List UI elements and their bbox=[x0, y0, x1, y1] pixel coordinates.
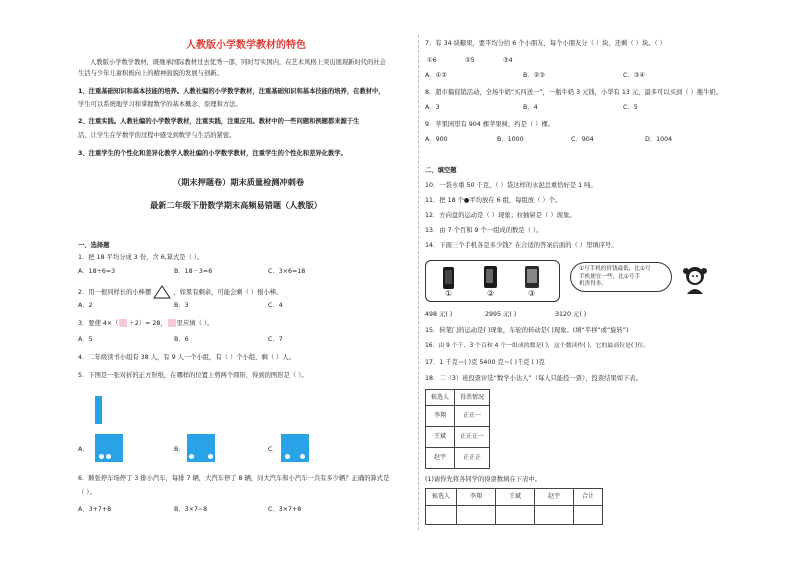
bubble-line-3: 机贵得多。 bbox=[579, 281, 607, 288]
table-row bbox=[426, 448, 490, 469]
question-18-1: (1)请你先将各同学的得票数填在下表中。 bbox=[425, 476, 541, 483]
q1-option-a: A．18÷6=3 bbox=[78, 268, 116, 275]
q1-option-c: C．3×6=18 bbox=[268, 268, 306, 275]
exam-title-2: 最新二年级下册数学期末高频易错题（人教版） bbox=[150, 200, 322, 210]
q3-option-c: C．7 bbox=[268, 336, 283, 343]
blank-box-icon bbox=[119, 319, 127, 327]
phone-2-label: ② bbox=[487, 289, 495, 298]
bubble-line-2: 手机便宜一些，比①号手 bbox=[579, 273, 640, 280]
q3-option-a: A．5 bbox=[78, 336, 93, 343]
phone-3-icon bbox=[525, 266, 539, 288]
table-cell: 正正正 bbox=[455, 448, 490, 469]
table-cell bbox=[535, 506, 574, 525]
circle-hole-icon bbox=[208, 454, 213, 459]
q6-tail: （ ）。 bbox=[78, 489, 96, 496]
table-header-cell: 赵宇 bbox=[535, 489, 574, 506]
table-cell bbox=[457, 506, 496, 525]
triangle-icon bbox=[153, 285, 171, 299]
table-cell: 赵宇 bbox=[426, 448, 455, 469]
table-header-cell: 得票情况 bbox=[455, 390, 490, 406]
table-header-cell: 王斌 bbox=[496, 489, 535, 506]
phone-1-icon bbox=[443, 267, 454, 289]
table-row bbox=[426, 427, 490, 448]
q9-option-b: B．1000 bbox=[497, 136, 524, 143]
table-cell: 李翔 bbox=[426, 406, 455, 427]
price-2: 2995 元( ) bbox=[485, 311, 517, 318]
question-18: 18．二（3）班投票评选“数学小达人”（每人只能投一票），投票结果如下表。 bbox=[425, 375, 642, 382]
intro-title: 人教版小学数学教材的特色 bbox=[186, 40, 306, 51]
question-14: 14．下面三个手机各是多少钱？在合适的答案后面的（ ）里填序号。 bbox=[425, 242, 618, 249]
price-1: 498 元( ) bbox=[425, 311, 453, 318]
question-9: 9．苹果园里有 904 棵苹果树，约是（ ）棵。 bbox=[425, 121, 555, 128]
vote-tally-table bbox=[425, 389, 490, 469]
q9-option-a: A．900 bbox=[425, 136, 448, 143]
girl-character-icon bbox=[680, 264, 710, 296]
q7-choice-2: ②5 bbox=[465, 57, 475, 64]
bubble-line-1: ①号手机的价钱最低，比①号 bbox=[579, 266, 651, 272]
q7-option-b: B．②③ bbox=[523, 72, 545, 79]
question-3 bbox=[78, 319, 213, 328]
point-2-line-1: 2、注重实践。人教社编的小学数学教材，注重实践，注重应用。教材中的一些问题和例题都来源于生 bbox=[78, 118, 360, 125]
question-8: 8．超市搞促销活动，全场牛奶“买四送一”，一瓶牛奶 3 元钱，小华有 13 元，最多可以买到（ ）瓶牛奶。 bbox=[425, 89, 723, 96]
hint-speech-bubble bbox=[570, 262, 672, 292]
point-3: 3、注重学生的个性化和差异化教学人教社编的小学数学教材，注重学生的个性化和差异化教学。 bbox=[78, 150, 347, 157]
blank-box-icon bbox=[168, 319, 176, 327]
q9-option-c: C．904 bbox=[571, 136, 594, 143]
intro-line-1: 人教版小学数学教材，既继承国际教材过去优秀一部，同时写实国内，在艺术风格上突出展现新时代的社会 bbox=[90, 59, 386, 66]
q7-option-c: C．③④ bbox=[623, 72, 645, 79]
point-1-line-1: 1、注重基础知识和基本技能的培养。人教社编的小学数学教材，注重基础知识和基本技能的培养，在教材中， bbox=[78, 88, 385, 95]
table-row bbox=[426, 506, 603, 525]
table-cell: 正正一 bbox=[455, 406, 490, 427]
table-header-cell: 李翔 bbox=[457, 489, 496, 506]
page-divider bbox=[418, 35, 419, 530]
q6-option-b: B．3×7−8 bbox=[174, 506, 208, 513]
folded-paper-figure bbox=[95, 396, 102, 424]
table-row bbox=[426, 489, 603, 506]
vote-count-table bbox=[425, 488, 603, 525]
q5-figure-b bbox=[187, 434, 215, 462]
phone-3-label: ③ bbox=[528, 289, 536, 298]
section-1-heading: 一、选择题 bbox=[78, 242, 110, 249]
table-cell bbox=[426, 506, 457, 525]
q7-option-a: A．①② bbox=[425, 72, 447, 79]
q3-post: 里应填（ ）。 bbox=[176, 320, 214, 327]
table-cell: 正正正一 bbox=[455, 427, 490, 448]
question-11: 11．把 18 个●平均放在 6 组，每组放（ ）个。 bbox=[425, 197, 562, 204]
intro-line-2: 生活与少年儿童积极向上的精神面貌的发展与创新。 bbox=[78, 70, 223, 77]
circle-hole-icon bbox=[285, 454, 290, 459]
exam-title-1: （期末押题卷）期末质量检测冲刺卷 bbox=[173, 177, 305, 187]
phone-1-label: ① bbox=[445, 289, 453, 298]
q6-option-a: A．3+7+8 bbox=[78, 506, 112, 513]
section-2-heading: 二、填空题 bbox=[425, 167, 457, 174]
circle-hole-icon bbox=[106, 454, 111, 459]
question-17: 17．1 千克＝( )克 5400 克＝( )千克 ( )克 bbox=[425, 359, 545, 366]
q5-option-c: C． bbox=[268, 446, 279, 453]
q2-option-c: C．4 bbox=[268, 302, 283, 309]
phone-2-icon bbox=[484, 266, 497, 288]
question-15: 15．转笔门的运动是( )现象，车轮的转动是( )现象。(填“平移”或“旋转”) bbox=[425, 327, 629, 334]
q9-option-d: D．1004 bbox=[645, 136, 673, 143]
q3-option-b: B．6 bbox=[174, 336, 189, 343]
table-header-cell: 候选人 bbox=[426, 390, 455, 406]
table-row bbox=[426, 390, 490, 406]
question-13: 13．由 7 个百和 9 个一组成的数是（ ）。 bbox=[425, 227, 543, 234]
q3-mid: ＋2）= 28， bbox=[128, 320, 167, 327]
question-7: 7．有 34 块糖果，要平均分给 6 个小朋友，每个小朋友分（ ）块，还剩（ ）块。（ ） bbox=[425, 40, 666, 47]
q7-choice-3: ③4 bbox=[503, 57, 513, 64]
question-4: 4．二年级读书小组有 38 人，有 9 人一个小组，有（ ）个小组，剩（ ）人。 bbox=[78, 354, 295, 361]
table-cell bbox=[496, 506, 535, 525]
question-10: 10．一袋水重 50 千克，（ ）袋这样的水泥总重恰好是 1 吨。 bbox=[425, 182, 597, 189]
price-3: 3120 元( ) bbox=[555, 311, 587, 318]
q5-option-a: A． bbox=[78, 446, 89, 453]
q7-choice-1: ①6 bbox=[427, 57, 437, 64]
question-5: 5．下图是一张对折的正方形纸，在哪样的位置上剪两个圆形，得到的图形是（ ）。 bbox=[78, 372, 308, 379]
question-2 bbox=[78, 285, 282, 299]
q8-option-b: B．4 bbox=[523, 104, 538, 111]
table-header-cell: 合计 bbox=[574, 489, 603, 506]
q6-option-c: C．3×7+8 bbox=[268, 506, 302, 513]
table-cell bbox=[574, 506, 603, 525]
q5-option-b: B． bbox=[174, 446, 185, 453]
circle-hole-icon bbox=[300, 454, 305, 459]
table-cell: 王斌 bbox=[426, 427, 455, 448]
circle-hole-icon bbox=[99, 454, 104, 459]
q2-option-a: A．2 bbox=[78, 302, 93, 309]
table-header-cell: 候选人 bbox=[426, 489, 457, 506]
question-16: 16．由 9 个千、3 个百和 4 个一组成的数是( )，这个数读作( )，它的最高位是( )位。 bbox=[425, 343, 650, 349]
circle-hole-icon bbox=[189, 454, 194, 459]
q8-option-a: A．3 bbox=[425, 104, 440, 111]
phones-box bbox=[425, 260, 560, 302]
question-6: 6．顺张停车场停了 3 排小汽车，每排 7 辆，大汽车停了 8 辆，问大汽车和小汽车一共有多少辆？正确的算式是 bbox=[78, 475, 390, 482]
table-row bbox=[426, 406, 490, 427]
point-2-line-2: 活，让学生在学数学的过程中感受到数学与生活的紧密。 bbox=[78, 132, 236, 139]
q5-figure-a bbox=[95, 434, 123, 462]
q1-option-b: B．18－3=6 bbox=[174, 268, 213, 275]
question-1: 1．把 18 平均分成 3 份，含 6,算式是（ ）。 bbox=[78, 254, 204, 261]
q2-text: 2．用一根同样长的小棒摆 bbox=[78, 289, 152, 296]
q3-pre: 3．要使 4×（ bbox=[78, 320, 119, 327]
q5-figure-c bbox=[281, 434, 309, 462]
point-1-line-2: 学生可以系统地学习和掌握数学的基本概念、原理和方法。 bbox=[78, 101, 242, 108]
q2-tail: ，如果有剩余，可能会剩（ ）根小棒。 bbox=[173, 289, 283, 296]
question-12: 12．方向盘的运动是（ ）现象；拉抽屉是（ ）现象。 bbox=[425, 212, 576, 219]
q8-option-c: C．5 bbox=[623, 104, 638, 111]
q2-option-b: B．3 bbox=[174, 302, 189, 309]
